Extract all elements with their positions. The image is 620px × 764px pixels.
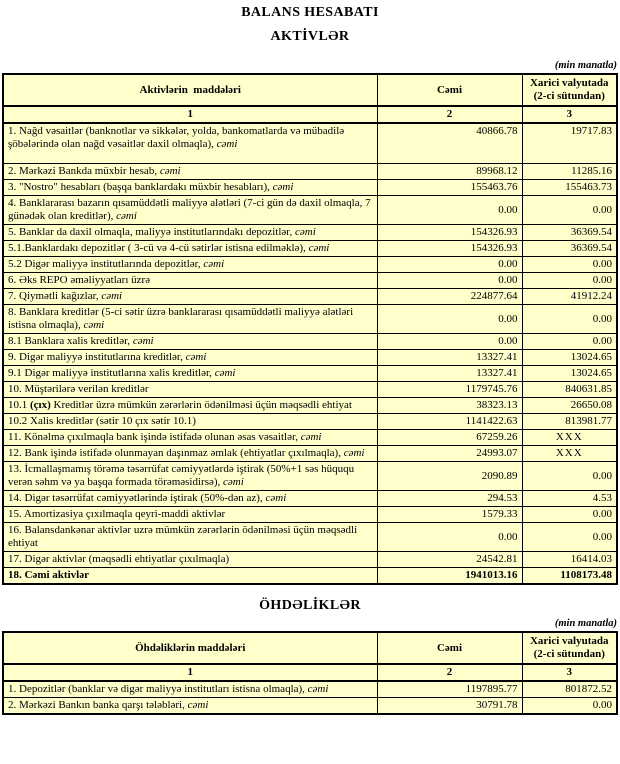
column-header-foreign: Xarici valyutada (2-ci sütundan) <box>522 74 617 106</box>
value-total: 24542.81 <box>377 552 522 568</box>
table-row <box>3 382 617 398</box>
value-foreign: 4.53 <box>522 491 617 507</box>
value-foreign: 813981.77 <box>522 414 617 430</box>
table-row <box>3 196 617 225</box>
row-label: 6. Əks REPO əməliyyatları üzrə <box>3 273 377 289</box>
value-foreign: XXX <box>522 430 617 446</box>
liabilities-table-head <box>3 632 617 681</box>
value-total: 1941013.16 <box>377 568 522 585</box>
table-row <box>3 334 617 350</box>
table-row <box>3 552 617 568</box>
report-title: BALANS HESABATI <box>241 5 379 20</box>
value-foreign: 840631.85 <box>522 382 617 398</box>
table-row <box>3 366 617 382</box>
value-foreign: 0.00 <box>522 698 617 715</box>
table-row <box>3 698 617 715</box>
table-row <box>3 491 617 507</box>
column-header-total: Cəmi <box>377 74 522 106</box>
column-index-3: 3 <box>522 664 617 681</box>
value-total: 89968.12 <box>377 164 522 180</box>
row-label: 4. Banklararası bazarın qısamüddətli maliyyə alətləri (7-ci gün də daxil olmaqla, 7 günədək olan kreditlər), cəmi <box>3 196 377 225</box>
column-header-foreign: Xarici valyutada (2-ci sütundan) <box>522 632 617 664</box>
assets-table <box>2 73 618 585</box>
row-label: 9.1 Digər maliyyə institutlarına xalis kreditlər, cəmi <box>3 366 377 382</box>
assets-table-head <box>3 74 617 123</box>
value-total: 2090.89 <box>377 462 522 491</box>
row-label: 18. Cəmi aktivlər <box>3 568 377 585</box>
value-foreign: XXX <box>522 446 617 462</box>
row-label: 15. Amortizasiya çıxılmaqla qeyri-maddi aktivlər <box>3 507 377 523</box>
assets-table-body <box>3 123 617 584</box>
value-foreign: 0.00 <box>522 196 617 225</box>
value-total: 0.00 <box>377 305 522 334</box>
table-row <box>3 414 617 430</box>
column-header-items: Öhdəliklərin maddələri <box>3 632 377 664</box>
value-total: 13327.41 <box>377 366 522 382</box>
column-index-2: 2 <box>377 664 522 681</box>
value-foreign: 26650.08 <box>522 398 617 414</box>
unit-note-liabilities: (min manatla) <box>554 618 617 629</box>
table-row <box>3 273 617 289</box>
table-row <box>3 523 617 552</box>
table-row <box>3 507 617 523</box>
value-total: 67259.26 <box>377 430 522 446</box>
value-total: 1179745.76 <box>377 382 522 398</box>
liabilities-table <box>2 631 618 715</box>
column-index-2: 2 <box>377 106 522 123</box>
table-row <box>3 462 617 491</box>
value-foreign: 0.00 <box>522 507 617 523</box>
table-row <box>3 568 617 585</box>
table-row <box>3 225 617 241</box>
value-foreign: 1108173.48 <box>522 568 617 585</box>
column-index-1: 1 <box>3 664 377 681</box>
row-label: 17. Digər aktivlər (məqsədli ehtiyatlar çıxılmaqla) <box>3 552 377 568</box>
table-row <box>3 241 617 257</box>
row-label: 9. Digər maliyyə institutlarına kreditlər, cəmi <box>3 350 377 366</box>
value-total: 0.00 <box>377 257 522 273</box>
value-total: 0.00 <box>377 334 522 350</box>
value-foreign: 36369.54 <box>522 225 617 241</box>
row-label: 2. Mərkəzi Bankda müxbir hesab, cəmi <box>3 164 377 180</box>
value-total: 1579.33 <box>377 507 522 523</box>
row-label: 5.1.Banklardakı depozitlər ( 3-cü və 4-cü sətirlər istisna edilməklə), cəmi <box>3 241 377 257</box>
value-foreign: 0.00 <box>522 257 617 273</box>
value-total: 0.00 <box>377 196 522 225</box>
row-label: 1. Nağd vəsaitlər (banknotlar və sikkələr, yolda, bankomatlarda və mübadilə şöbələrində olan nağd vəsaitlər daxil olmaqla), cəmi <box>3 123 377 164</box>
value-total: 224877.64 <box>377 289 522 305</box>
row-label: 13. İcmallaşmamış törəmə təsərrüfat cəmiyyətlərdə iştirak (50%+1 səs hüququ verən səhm və ya başqa formada törəməsidirsə), cəmi <box>3 462 377 491</box>
row-label: 10. Müştərilərə verilən kreditlər <box>3 382 377 398</box>
value-foreign: 19717.83 <box>522 123 617 164</box>
table-row <box>3 289 617 305</box>
value-total: 38323.13 <box>377 398 522 414</box>
header-row <box>3 632 617 664</box>
row-label: 12. Bank işində istifadə olunmayan daşınmaz əmlak (ehtiyatlar çıxılmaqla), cəmi <box>3 446 377 462</box>
value-foreign: 41912.24 <box>522 289 617 305</box>
row-label: 5.2 Digər maliyyə institutlarında depozitlər, cəmi <box>3 257 377 273</box>
value-total: 154326.93 <box>377 225 522 241</box>
row-label: 7. Qiymətli kağızlar, cəmi <box>3 289 377 305</box>
row-label: 2. Mərkəzi Bankın banka qarşı tələbləri, cəmi <box>3 698 377 715</box>
value-foreign: 0.00 <box>522 273 617 289</box>
value-foreign: 13024.65 <box>522 350 617 366</box>
column-index-3: 3 <box>522 106 617 123</box>
table-row <box>3 257 617 273</box>
row-label: 11. Könəlmə çıxılmaqla bank işində istifadə olunan əsas vəsaitlər, cəmi <box>3 430 377 446</box>
column-header-items: Aktivlərin maddələri <box>3 74 377 106</box>
value-foreign: 0.00 <box>522 462 617 491</box>
table-row <box>3 180 617 196</box>
row-label: 10.1 (çıx) Kreditlər üzrə mümkün zərərlərin ödənilməsi üçün məqsədli ehtiyat <box>3 398 377 414</box>
value-total: 40866.78 <box>377 123 522 164</box>
table-row <box>3 305 617 334</box>
value-total: 155463.76 <box>377 180 522 196</box>
row-label: 3. "Nostro" hesabları (başqa banklardakı müxbir hesabları), cəmi <box>3 180 377 196</box>
assets-section-title: AKTİVLƏR <box>270 29 350 44</box>
unit-note-assets: (min manatla) <box>554 60 617 71</box>
row-label: 14. Digər təsərrüfat cəmiyyətlərində iştirak (50%-dən az), cəmi <box>3 491 377 507</box>
value-foreign: 0.00 <box>522 305 617 334</box>
value-total: 30791.78 <box>377 698 522 715</box>
table-row <box>3 164 617 180</box>
column-index-row <box>3 664 617 681</box>
table-row <box>3 350 617 366</box>
value-total: 24993.07 <box>377 446 522 462</box>
value-total: 13327.41 <box>377 350 522 366</box>
liabilities-table-body <box>3 681 617 714</box>
value-foreign: 16414.03 <box>522 552 617 568</box>
value-foreign: 11285.16 <box>522 164 617 180</box>
value-foreign: 801872.52 <box>522 681 617 698</box>
table-row <box>3 446 617 462</box>
value-foreign: 0.00 <box>522 523 617 552</box>
row-label: 10.2 Xalis kreditlər (sətir 10 çıx sətir 10.1) <box>3 414 377 430</box>
row-label: 16. Balansdankənar aktivlər uzrə mümkün zərərlərin ödənilməsi üçün məqsədli ehtiyat <box>3 523 377 552</box>
row-label: 8.1 Banklara xalis kreditlər, cəmi <box>3 334 377 350</box>
value-total: 0.00 <box>377 523 522 552</box>
value-foreign: 13024.65 <box>522 366 617 382</box>
table-row <box>3 681 617 698</box>
table-row <box>3 430 617 446</box>
row-label: 8. Banklara kreditlər (5-ci sətir üzrə banklararası qısamüddətli maliyyə alətləri istisna olmaqla), cəmi <box>3 305 377 334</box>
value-total: 1197895.77 <box>377 681 522 698</box>
column-index-row <box>3 106 617 123</box>
header-row <box>3 74 617 106</box>
liabilities-section-title: ÖHDƏLİKLƏR <box>259 598 361 613</box>
row-label: 1. Depozitlər (banklar və digər maliyyə institutları istisna olmaqla), cəmi <box>3 681 377 698</box>
value-foreign: 0.00 <box>522 334 617 350</box>
column-header-total: Cəmi <box>377 632 522 664</box>
column-index-1: 1 <box>3 106 377 123</box>
table-row <box>3 398 617 414</box>
row-label: 5. Banklar da daxil olmaqla, maliyyə institutlarındakı depozitlər, cəmi <box>3 225 377 241</box>
table-row <box>3 123 617 164</box>
value-foreign: 36369.54 <box>522 241 617 257</box>
value-total: 154326.93 <box>377 241 522 257</box>
value-total: 1141422.63 <box>377 414 522 430</box>
value-foreign: 155463.73 <box>522 180 617 196</box>
value-total: 294.53 <box>377 491 522 507</box>
value-total: 0.00 <box>377 273 522 289</box>
